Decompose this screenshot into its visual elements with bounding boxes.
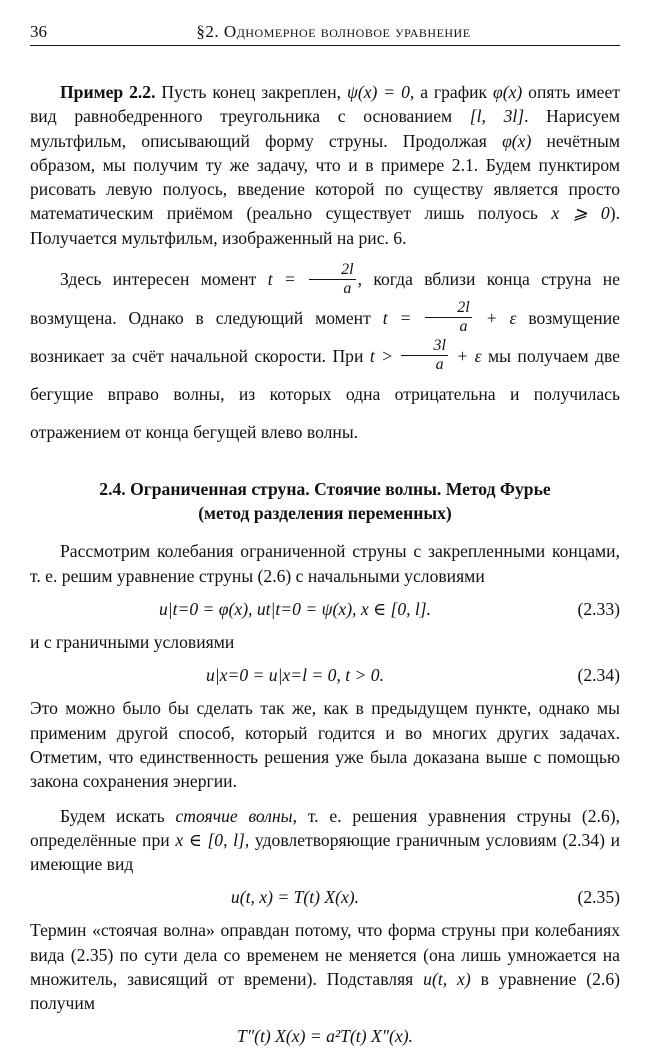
math-inline: + ε (456, 345, 482, 366)
text-span: мы получаем две бегущие вправо волны, из которых одна отрицательна и получилась отражением от конца бегущей влево волны. (30, 345, 620, 443)
math-inline: [l, 3l] (469, 106, 525, 127)
math-inline: φ(x) (493, 82, 523, 102)
section-heading (30, 477, 620, 525)
text-span: Здесь интересен момент (60, 269, 257, 290)
text-span: опять имеет вид равнобедренного треугольника с основанием (30, 82, 620, 127)
text-span: , а график (409, 82, 488, 102)
standing-waves-paragraph (30, 804, 620, 877)
text-span: , когда вблизи конца струна не возмущена. Однако в следующий момент (30, 269, 620, 328)
text-span: возмущение возникает за счёт начальной скорости. При (30, 307, 620, 366)
section-title-line: (метод разделения переменных) (198, 503, 452, 524)
moment-paragraph (30, 260, 620, 451)
math-inline: t > (369, 345, 394, 366)
equation-2-33 (30, 588, 620, 630)
equation-separated (30, 1016, 620, 1058)
page (30, 22, 620, 1058)
text-span: ). Получается мультфильм, изображенный на рис. 6. (30, 203, 620, 248)
running-title: §2. Одномерное волновое уравнение (196, 22, 471, 41)
emphasis: стоячие волны (175, 805, 293, 826)
equation-number: (2.35) (577, 886, 620, 907)
fraction-denominator: a (435, 356, 444, 374)
text-span: , удовлетворяющие граничным условиям (2.34) и имеющие вид (30, 829, 620, 875)
equation-body: u|t=0 = φ(x), ut|t=0 = ψ(x), x ∈ [0, l]. (158, 598, 432, 619)
fraction (401, 338, 447, 373)
text-span: в уравнение (2.6) получим (30, 969, 620, 1014)
fraction-numerator: 2l (425, 300, 471, 318)
math-inline: + ε (485, 307, 517, 328)
equation-body: T″(t) X(x) = a²T(t) X″(x). (237, 1026, 413, 1047)
text-span: , т. е. решения уравнения струны (2.6), определённые при (30, 805, 621, 850)
term-paragraph (30, 918, 620, 1015)
equation-2-34 (30, 654, 620, 696)
example-label: Пример 2.2. (60, 82, 156, 102)
equation-number: (2.33) (577, 598, 620, 619)
equation-body: u|x=0 = u|x=l = 0, t > 0. (206, 664, 384, 685)
equation-number: (2.34) (577, 664, 620, 685)
text-span: Будем искать (60, 805, 165, 826)
section-title-line: 2.4. Ограниченная струна. Стоячие волны. Метод Фурье (99, 479, 551, 500)
page-header (30, 22, 620, 46)
math-inline: ψ(x) = 0 (346, 82, 410, 102)
math-inline: x ⩾ 0 (551, 203, 610, 224)
fraction-denominator: a (343, 279, 352, 297)
fraction (309, 262, 355, 297)
boundary-paragraph: и с граничными условиями (30, 632, 235, 653)
text-span: нечётным образом, мы получим ту же задачу, что и в примере 2.1. Будем пунктиром рисовать левую полуось, введение которой по существу является просто математическим приёмом (реально существует лишь полуось (30, 130, 620, 224)
text-span: . Нарисуем мультфильм, описывающий форму струны. Продолжая (30, 106, 620, 151)
intro-paragraph: Рассмотрим колебания ограниченной струны с закрепленными концами, т. е. решим уравнение струны (2.6) с начальными условиями (30, 541, 620, 586)
text-span: Термин «стоячая волна» оправдан потому, что форма струны при колебаниях вида (2.35) по сути дела со временем не меняется (она лишь умножается на множитель, зависящий от времени). Подставляя (30, 920, 620, 989)
math-inline: t = (267, 269, 296, 290)
math-inline: u(t, x) (423, 969, 471, 989)
equation-2-35 (30, 876, 620, 918)
equation-body: u(t, x) = T(t) X(x). (230, 886, 360, 907)
math-inline: t = (382, 307, 412, 328)
math-inline: φ(x) (502, 130, 532, 151)
page-number: 36 (30, 22, 47, 41)
method-paragraph: Это можно было бы сделать так же, как в предыдущем пункте, однако мы применим другой способ, который годится и во многих других задачах. Отметим, что единственность решения уже была доказана выше с помощью закона сохранения энергии. (30, 698, 620, 792)
text-span: Пусть конец закреплен, (161, 82, 342, 102)
fraction (425, 300, 471, 335)
fraction-numerator: 3l (401, 338, 447, 356)
fraction-denominator: a (459, 317, 468, 335)
fraction-numerator: 2l (309, 262, 355, 280)
example-paragraph (30, 80, 620, 250)
math-inline: x ∈ [0, l] (175, 829, 245, 850)
